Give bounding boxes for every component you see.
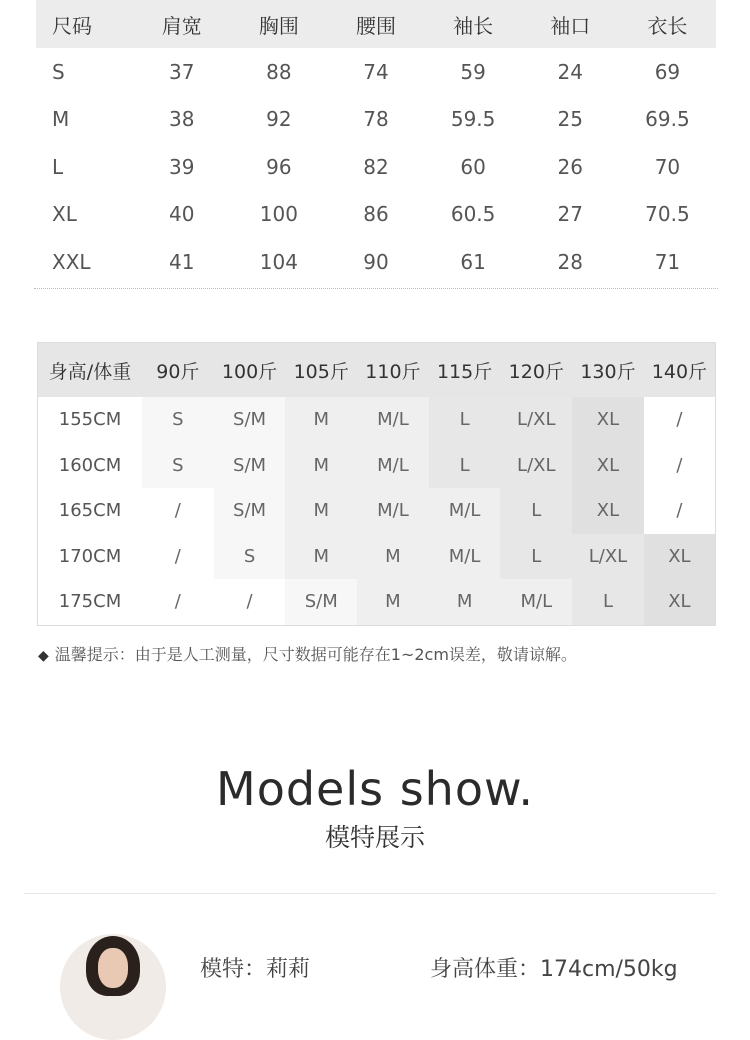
size-value-cell: 74 xyxy=(363,59,389,84)
recommended-size-cell: / xyxy=(644,443,716,489)
recommended-size-cell: L xyxy=(429,397,501,443)
recommended-size-cell: / xyxy=(142,488,214,534)
note-text: 温馨提示：由于是人工测量，尺寸数据可能存在1~2cm误差，敬请谅解。 xyxy=(54,645,577,664)
size-chart-table xyxy=(36,0,716,286)
size-value-cell: 40 xyxy=(168,202,195,227)
recommended-size-cell: M/L xyxy=(429,488,501,534)
section-divider xyxy=(24,893,716,894)
recommended-size-cell: L/XL xyxy=(572,534,644,580)
recommended-size-cell: M/L xyxy=(429,534,501,580)
height-label-cell: 175CM xyxy=(38,579,143,625)
size-label-cell: M xyxy=(52,107,70,132)
measurement-note xyxy=(38,642,577,665)
size-header-cell: 尺码 xyxy=(36,0,133,48)
recommendation-row xyxy=(38,488,716,534)
size-label-cell: S xyxy=(52,59,65,84)
size-chart-row xyxy=(36,191,716,239)
recommended-size-cell: M/L xyxy=(500,579,572,625)
recommended-size-cell: S/M xyxy=(214,488,286,534)
size-chart-row xyxy=(36,96,716,144)
diamond-bullet-icon: ◆ xyxy=(38,648,49,664)
model-name: 模特：莉莉 xyxy=(200,957,311,982)
height-label-cell: 170CM xyxy=(38,534,143,580)
size-value-cell: 70.5 xyxy=(645,202,690,227)
recommended-size-cell: S xyxy=(214,534,286,580)
size-value-cell: 24 xyxy=(557,59,583,84)
recommended-size-cell: L xyxy=(429,443,501,489)
recommendation-header-cell: 105斤 xyxy=(285,343,357,398)
recommended-size-cell: M/L xyxy=(357,397,429,443)
recommended-size-cell: / xyxy=(644,488,716,534)
recommended-size-cell: XL xyxy=(572,443,644,489)
size-value-cell: 61 xyxy=(460,249,486,274)
recommendation-header-cell: 110斤 xyxy=(357,343,429,398)
recommendation-row xyxy=(38,443,716,489)
dotted-divider xyxy=(34,288,718,289)
recommended-size-cell: XL xyxy=(572,488,644,534)
recommended-size-cell: / xyxy=(142,579,214,625)
size-chart-row xyxy=(36,143,716,191)
size-chart-row xyxy=(36,238,716,286)
size-value-cell: 104 xyxy=(259,249,298,274)
recommended-size-cell: S/M xyxy=(285,579,357,625)
recommendation-header-cell: 120斤 xyxy=(500,343,572,398)
recommended-size-cell: L xyxy=(572,579,644,625)
recommended-size-cell: M/L xyxy=(357,488,429,534)
size-value-cell: 90 xyxy=(363,249,389,274)
size-value-cell: 28 xyxy=(557,249,583,274)
recommended-size-cell: XL xyxy=(644,534,716,580)
size-header-cell: 胸围 xyxy=(230,0,327,48)
recommended-size-cell: M xyxy=(357,579,429,625)
height-label-cell: 155CM xyxy=(38,397,143,443)
size-value-cell: 70 xyxy=(654,154,681,179)
size-value-cell: 96 xyxy=(266,154,292,179)
size-header-cell: 衣长 xyxy=(619,0,716,48)
recommendation-header-cell: 身高/体重 xyxy=(38,343,143,398)
size-value-cell: 59 xyxy=(460,59,486,84)
size-value-cell: 78 xyxy=(363,107,389,132)
size-value-cell: 86 xyxy=(363,202,389,227)
size-value-cell: 25 xyxy=(557,107,583,132)
size-header-cell: 肩宽 xyxy=(133,0,230,48)
recommended-size-cell: M xyxy=(285,534,357,580)
size-value-cell: 100 xyxy=(259,202,298,227)
size-value-cell: 60 xyxy=(460,154,486,179)
recommendation-header-cell: 140斤 xyxy=(644,343,716,398)
size-value-cell: 82 xyxy=(363,154,389,179)
size-label-cell: XL xyxy=(52,202,77,227)
models-section-subtitle: 模特展示 xyxy=(324,823,425,852)
size-value-cell: 38 xyxy=(168,107,195,132)
recommendation-header-cell: 130斤 xyxy=(572,343,644,398)
size-value-cell: 26 xyxy=(557,154,583,179)
size-value-cell: 27 xyxy=(557,202,583,227)
size-value-cell: 69.5 xyxy=(645,107,690,132)
recommended-size-cell: M xyxy=(285,488,357,534)
recommended-size-cell: L xyxy=(500,534,572,580)
avatar-face xyxy=(98,948,128,988)
size-chart-header-row xyxy=(36,0,716,48)
recommendation-header-cell: 115斤 xyxy=(429,343,501,398)
models-section-title: Models show. xyxy=(216,762,534,816)
size-label-cell: L xyxy=(52,154,64,179)
recommended-size-cell: S xyxy=(142,443,214,489)
recommended-size-cell: / xyxy=(644,397,716,443)
recommendation-header-cell: 90斤 xyxy=(142,343,214,398)
size-value-cell: 88 xyxy=(266,59,292,84)
size-header-cell: 腰围 xyxy=(327,0,424,48)
recommended-size-cell: L/XL xyxy=(500,443,572,489)
size-chart-body xyxy=(36,48,716,286)
recommended-size-cell: S/M xyxy=(214,443,286,489)
recommended-size-cell: XL xyxy=(572,397,644,443)
model-height-weight: 身高体重：174cm/50kg xyxy=(430,957,678,982)
recommended-size-cell: M/L xyxy=(357,443,429,489)
height-label-cell: 160CM xyxy=(38,443,143,489)
recommendation-row xyxy=(38,397,716,443)
recommendation-row xyxy=(38,534,716,580)
recommended-size-cell: L/XL xyxy=(500,397,572,443)
size-value-cell: 92 xyxy=(266,107,292,132)
recommended-size-cell: XL xyxy=(644,579,716,625)
size-value-cell: 59.5 xyxy=(450,107,496,132)
recommended-size-cell: M xyxy=(429,579,501,625)
height-label-cell: 165CM xyxy=(38,488,143,534)
size-value-cell: 37 xyxy=(168,59,195,84)
recommended-size-cell: S/M xyxy=(214,397,286,443)
recommended-size-cell: M xyxy=(357,534,429,580)
recommended-size-cell: L xyxy=(500,488,572,534)
recommended-size-cell: / xyxy=(142,534,214,580)
recommendation-body xyxy=(38,397,716,625)
recommendation-row xyxy=(38,579,716,625)
size-value-cell: 60.5 xyxy=(450,202,496,227)
recommended-size-cell: / xyxy=(214,579,286,625)
size-header-cell: 袖口 xyxy=(522,0,619,48)
recommended-size-cell: M xyxy=(285,397,357,443)
model-avatar xyxy=(60,934,166,1040)
recommended-size-cell: M xyxy=(285,443,357,489)
recommendation-header-cell: 100斤 xyxy=(214,343,286,398)
size-value-cell: 39 xyxy=(168,154,195,179)
size-label-cell: XXL xyxy=(52,249,91,274)
size-recommendation-table xyxy=(37,342,716,626)
recommendation-header-row xyxy=(38,343,716,398)
size-value-cell: 41 xyxy=(168,249,195,274)
size-header-cell: 袖长 xyxy=(425,0,522,48)
size-chart-row xyxy=(36,48,716,96)
size-value-cell: 71 xyxy=(654,249,681,274)
recommended-size-cell: S xyxy=(142,397,214,443)
size-value-cell: 69 xyxy=(654,59,681,84)
